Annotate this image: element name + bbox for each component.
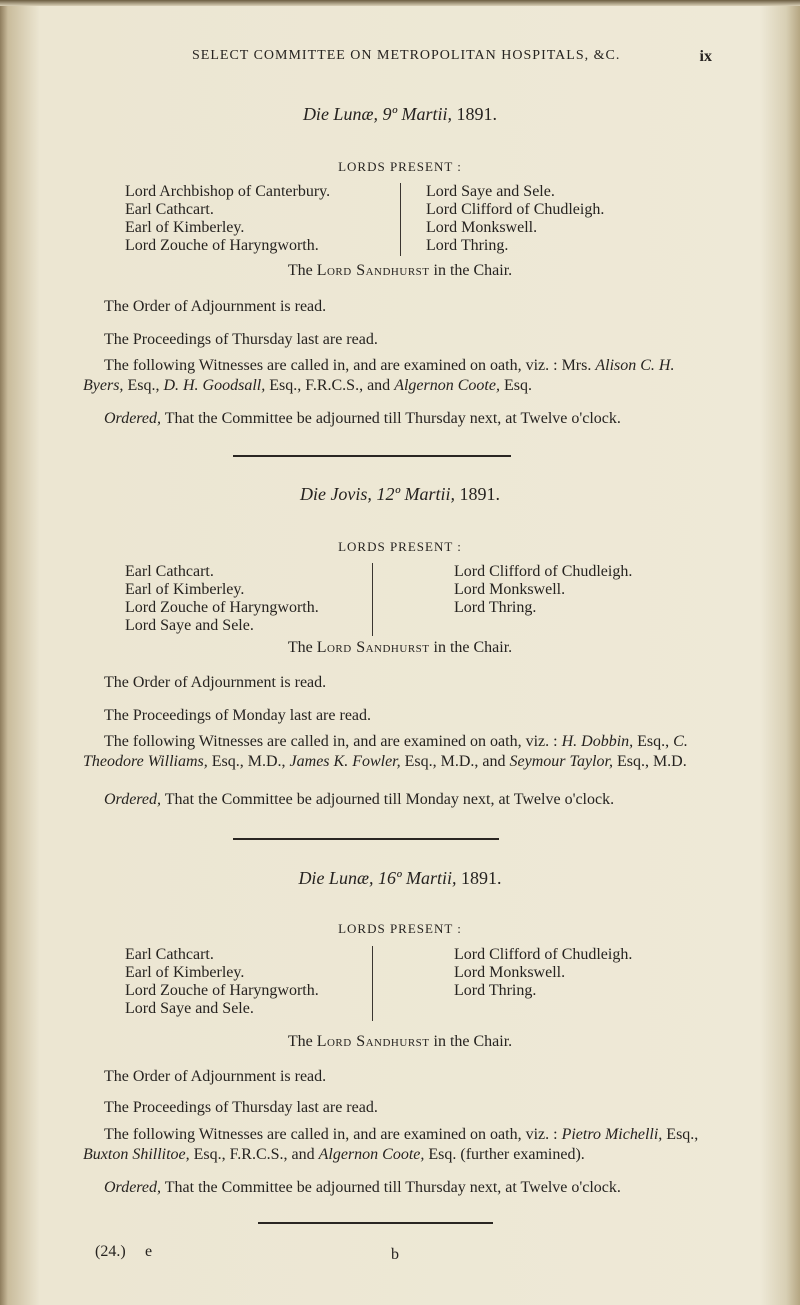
session-3-day: Die Lunæ,	[298, 868, 374, 888]
lord-entry: Lord Clifford of Chudleigh.	[454, 563, 633, 580]
session-2-chair	[0, 639, 800, 657]
witness-name: Seymour Taylor,	[509, 753, 613, 770]
lord-entry: Lord Thring.	[454, 599, 537, 616]
session-1-day: Die Lunæ,	[302, 104, 378, 124]
witness-suffix: Esq., F.R.C.S., and	[189, 1146, 319, 1163]
session-2-lords-left	[125, 563, 319, 635]
lord-entry: Lord Clifford of Chudleigh.	[454, 946, 633, 963]
witness-suffix: Esq., M.D., and	[400, 753, 510, 770]
lord-entry: Lord Thring.	[454, 982, 537, 999]
session-3-lords-present-label: LORDS PRESENT :	[338, 921, 462, 936]
chair-name: Lord Sandhurst	[316, 639, 430, 656]
witness-suffix: Esq.,	[123, 377, 164, 394]
session-3-chair	[0, 1033, 800, 1051]
ordered-text: That the Committee be adjourned till Monday next, at Twelve o'clock.	[161, 791, 615, 808]
session-1-lords-present-label: LORDS PRESENT :	[338, 159, 462, 174]
session-1-chair	[0, 262, 800, 280]
lord-entry: Lord Saye and Sele.	[125, 617, 254, 634]
lord-entry: Lord Thring.	[426, 237, 509, 254]
chair-name: Lord Sandhurst	[316, 1033, 430, 1050]
witness-suffix: Esq.,	[633, 733, 674, 750]
session-3-proceedings: The Proceedings of Thursday last are read.	[104, 1099, 378, 1116]
section-divider	[233, 455, 511, 457]
witness-name: Algernon Coote,	[318, 1146, 425, 1163]
section-divider	[233, 838, 499, 840]
session-3-lords-right	[454, 946, 632, 1000]
page-number: ix	[699, 48, 712, 65]
chair-pre: The	[287, 1033, 313, 1050]
session-2-lords-right	[454, 563, 632, 617]
session-2-witnesses	[83, 732, 713, 772]
session-2-year: 1891.	[459, 484, 501, 504]
ordered-text: That the Committee be adjourned till Thursday next, at Twelve o'clock.	[161, 410, 621, 427]
footer-sheet-number: (24.)	[95, 1243, 126, 1260]
lord-entry: Lord Zouche of Haryngworth.	[125, 237, 319, 254]
running-head-title: SELECT COMMITTEE ON METROPOLITAN HOSPITALS, &C.	[192, 48, 621, 63]
chair-pre: The	[287, 639, 313, 656]
witness-suffix: Esq., M.D.,	[207, 753, 290, 770]
witnesses-intro: The following Witnesses are called in, and are examined on oath, viz. :	[104, 733, 562, 750]
session-1-proceedings: The Proceedings of Thursday last are read.	[104, 331, 378, 348]
session-3-year: 1891.	[461, 868, 502, 888]
lord-entry: Lord Saye and Sele.	[125, 1000, 254, 1017]
witness-suffix: Esq. (further examined).	[424, 1146, 585, 1163]
lord-entry: Lord Clifford of Chudleigh.	[426, 201, 605, 218]
witness-name: D. H. Goodsall,	[163, 377, 266, 394]
lord-entry: Lord Archbishop of Canterbury.	[125, 183, 331, 200]
session-2-column-divider	[372, 563, 373, 636]
session-2-day: Die Jovis,	[299, 484, 372, 504]
footer-signature-e: e	[145, 1243, 153, 1260]
running-head	[192, 48, 712, 66]
session-2-ordinal: 12º Martii,	[376, 484, 456, 504]
lord-entry: Earl Cathcart.	[125, 563, 214, 580]
session-1-lords-right	[426, 183, 604, 255]
session-2-lords-present-label: LORDS PRESENT :	[338, 539, 462, 554]
session-3-witnesses	[83, 1125, 713, 1165]
session-1-ordered	[104, 409, 621, 429]
witness-name: Buxton Shillitoe,	[83, 1146, 190, 1163]
session-1-order: The Order of Adjournment is read.	[104, 298, 327, 315]
footer-signature-b: b	[391, 1246, 399, 1263]
witness-name: Algernon Coote,	[394, 377, 500, 394]
witness-suffix: Esq.	[499, 377, 532, 394]
lord-entry: Lord Zouche of Haryngworth.	[125, 982, 319, 999]
lord-entry: Lord Monkswell.	[426, 219, 538, 236]
ordered-label: Ordered,	[104, 791, 162, 808]
ordered-label: Ordered,	[104, 410, 162, 427]
chair-pre: The	[287, 262, 313, 279]
lord-entry: Lord Zouche of Haryngworth.	[125, 599, 319, 616]
session-1-lords-left	[125, 183, 330, 255]
session-1-witnesses	[83, 356, 713, 396]
session-3-order: The Order of Adjournment is read.	[104, 1068, 327, 1085]
session-1-year: 1891.	[456, 104, 498, 124]
chair-post: in the Chair.	[433, 639, 513, 656]
witness-suffix: Esq., M.D.	[612, 753, 687, 770]
session-3-ordered	[104, 1178, 621, 1198]
lord-entry: Lord Monkswell.	[454, 964, 566, 981]
session-2-date	[0, 484, 800, 505]
lord-entry: Earl of Kimberley.	[125, 581, 245, 598]
lord-entry: Earl Cathcart.	[125, 201, 214, 218]
chair-name: Lord Sandhurst	[316, 262, 430, 279]
session-3-column-divider	[372, 946, 373, 1021]
lord-entry: Lord Monkswell.	[454, 581, 566, 598]
session-2-order: The Order of Adjournment is read.	[104, 674, 327, 691]
session-3-lords-left	[125, 946, 319, 1018]
witness-name: Pietro Michelli,	[561, 1126, 663, 1143]
ordered-text: That the Committee be adjourned till Thursday next, at Twelve o'clock.	[161, 1179, 621, 1196]
lord-entry: Earl Cathcart.	[125, 946, 214, 963]
lord-entry: Earl of Kimberley.	[125, 964, 245, 981]
witness-name: Alison C. H. Byers,	[83, 357, 675, 394]
ordered-label: Ordered,	[104, 1179, 162, 1196]
witness-name: James K. Fowler,	[289, 753, 401, 770]
lord-entry: Lord Saye and Sele.	[426, 183, 555, 200]
witnesses-intro: The following Witnesses are called in, and are examined on oath, viz. : Mrs.	[104, 357, 596, 374]
session-1-ordinal: 9º Martii,	[382, 104, 453, 124]
session-3-ordinal: 16º Martii,	[377, 868, 457, 888]
section-divider	[258, 1222, 493, 1224]
session-2-proceedings: The Proceedings of Monday last are read.	[104, 707, 372, 724]
witness-suffix: Esq.,	[662, 1126, 699, 1143]
chair-post: in the Chair.	[433, 1033, 513, 1050]
witness-name: C. Theodore Williams,	[83, 733, 688, 770]
session-1-column-divider	[400, 183, 401, 256]
witnesses-intro: The following Witnesses are called in, and are examined on oath, viz. :	[104, 1126, 562, 1143]
witness-name: H. Dobbin,	[561, 733, 634, 750]
lord-entry: Earl of Kimberley.	[125, 219, 245, 236]
chair-post: in the Chair.	[433, 262, 513, 279]
witness-suffix: Esq., F.R.C.S., and	[265, 377, 395, 394]
session-1-date	[0, 104, 800, 125]
session-3-date	[0, 868, 800, 889]
session-2-ordered	[104, 790, 614, 810]
page-top-edge	[0, 0, 800, 6]
